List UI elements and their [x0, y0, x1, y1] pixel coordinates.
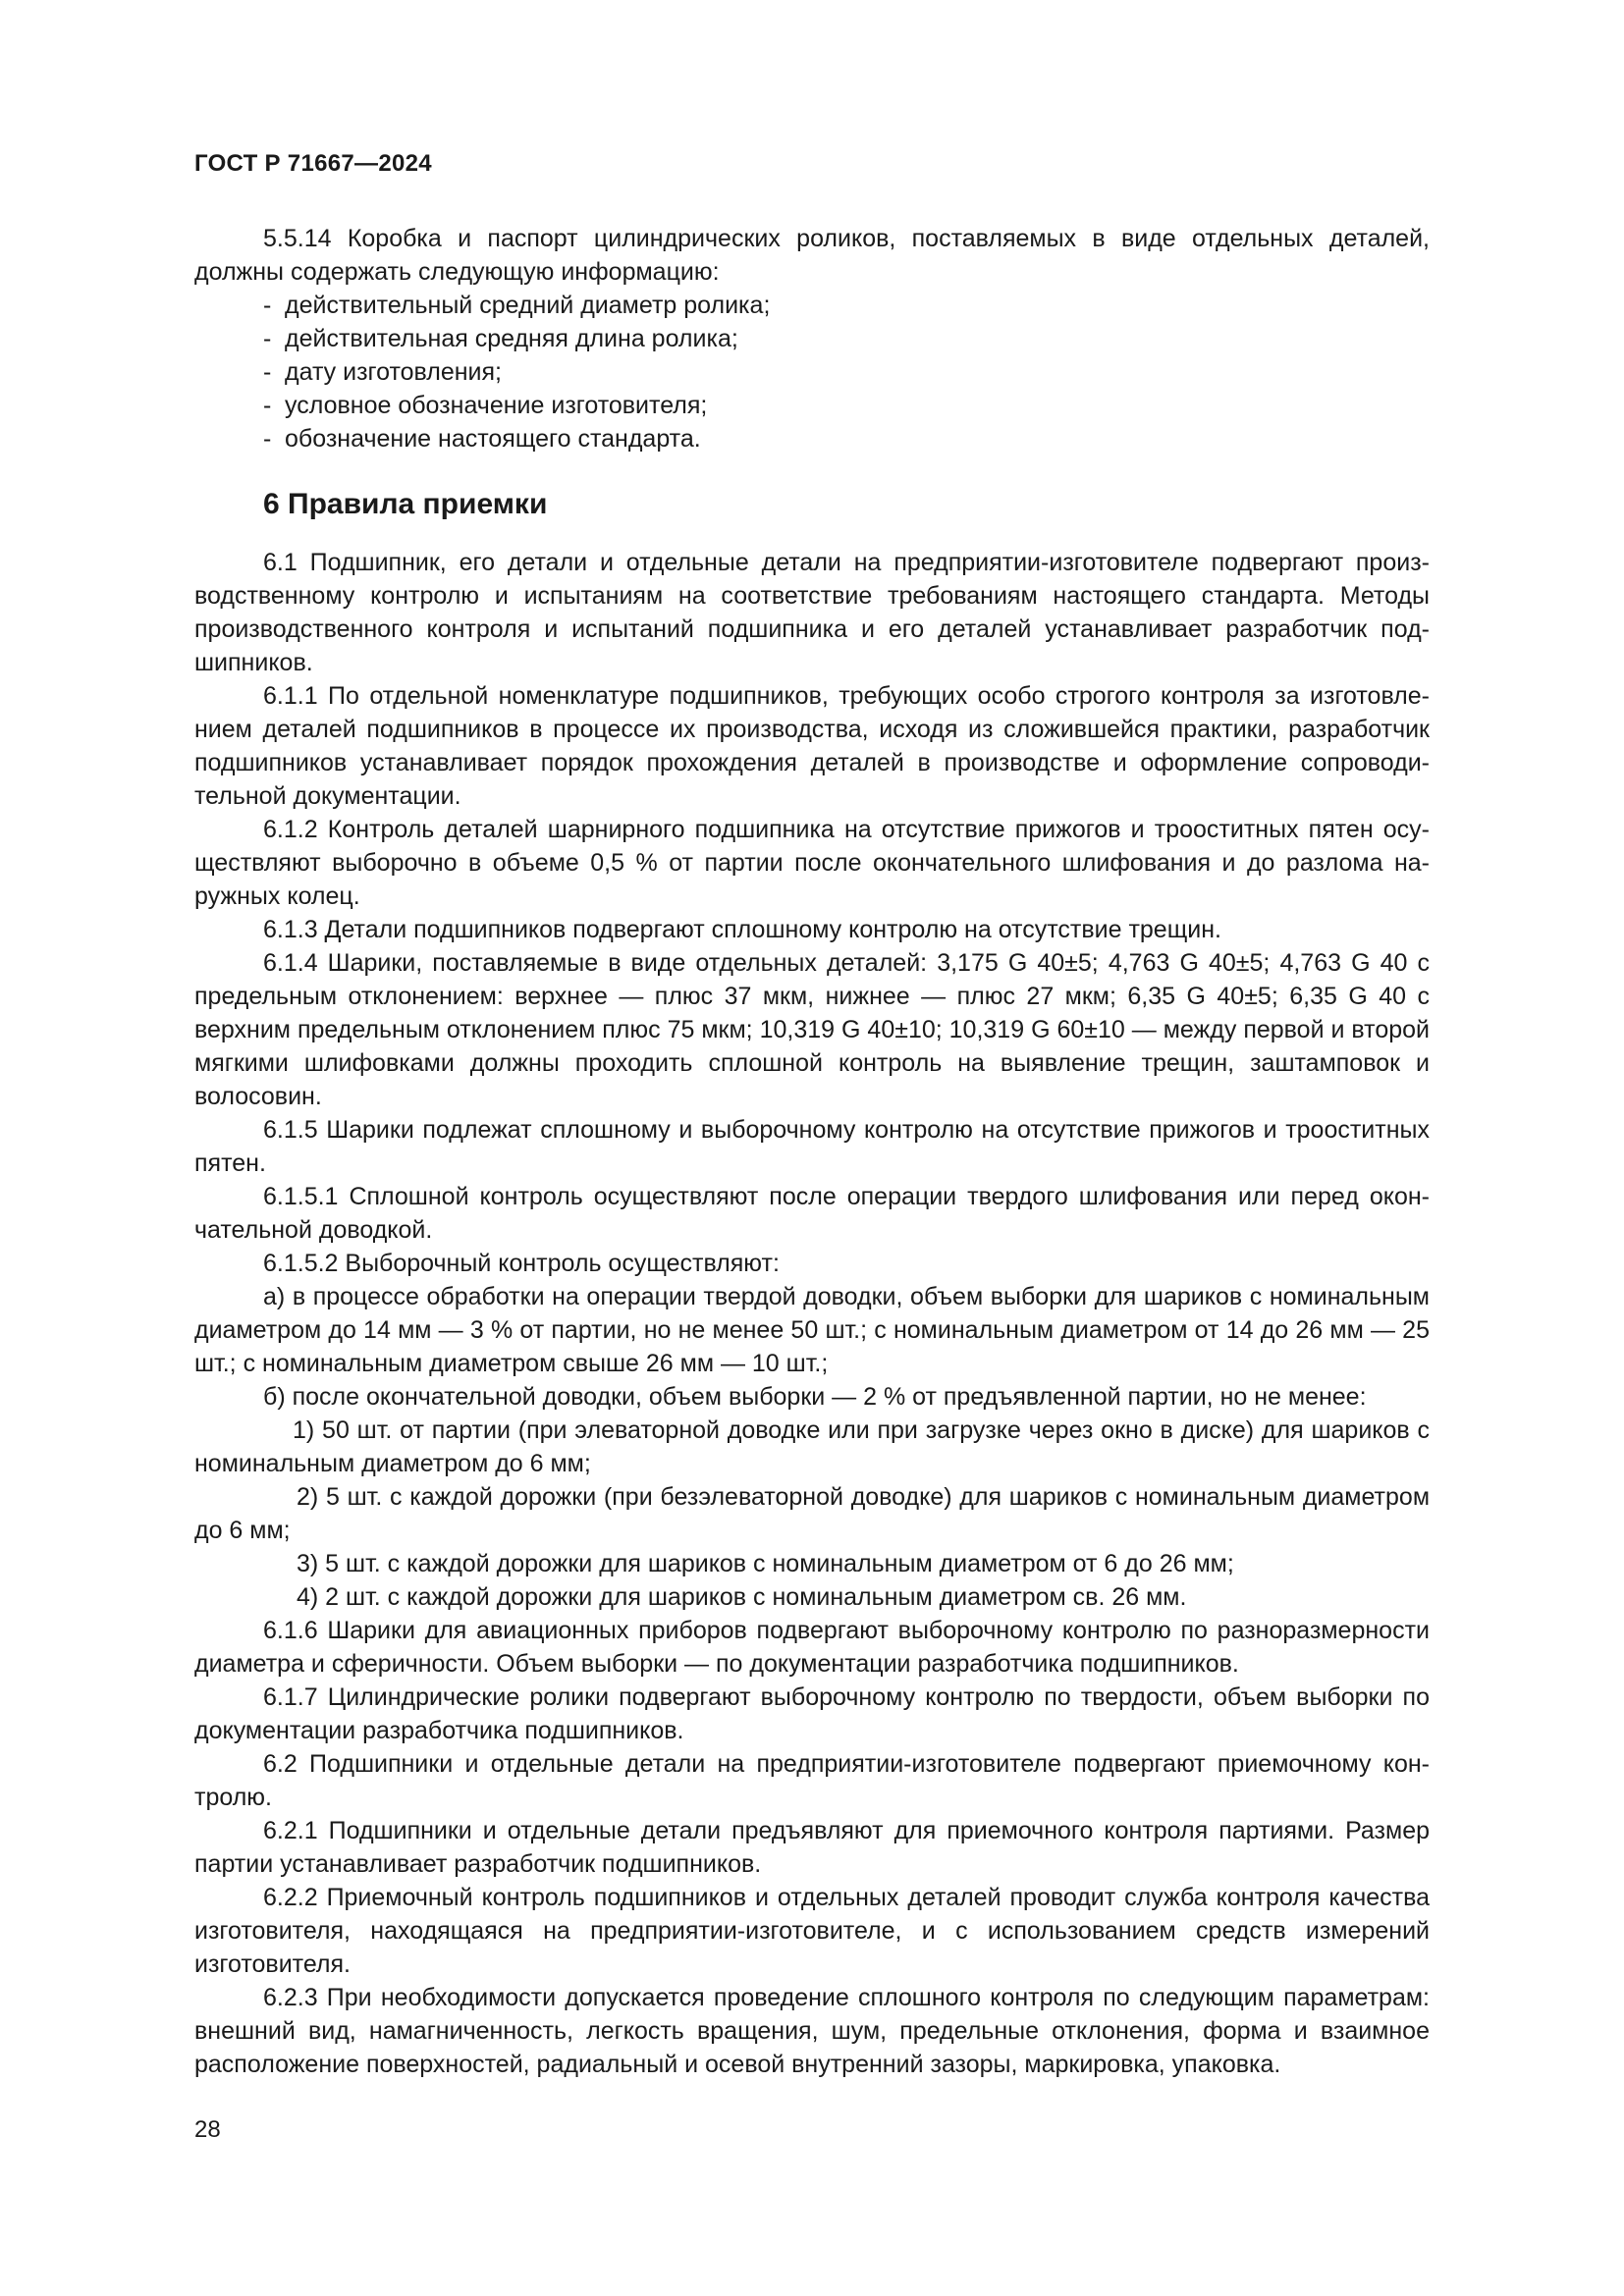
- list-item: [194, 389, 1430, 422]
- paragraph-item-b1: 1) 50 шт. от партии (при элеваторной доводке или при загрузке через окно в диске) для шариков с номинальным диаметром до 6 мм;: [194, 1416, 1430, 1477]
- list-item-text: действительный средний диаметр ролика;: [285, 292, 771, 319]
- list-item-text: действительная средняя длина ролика;: [285, 325, 738, 352]
- paragraph-6-2-1: 6.2.1 Подшипники и отдельные детали предъявляют для приемочного контроля партиями. Размер партии устанавливает разработчик подшипников.: [194, 1817, 1430, 1878]
- list-dash: -: [263, 392, 272, 419]
- list-item: [194, 289, 1430, 322]
- paragraph-item-b2: 2) 5 шт. с каждой дорожки (при безэлеваторной доводке) для шариков с номинальным диаметром до 6 мм;: [194, 1483, 1430, 1544]
- list-item: [194, 422, 1430, 455]
- paragraph-6-1-5-1: 6.1.5.1 Сплошной контроль осуществляют после операции твердого шлифования или перед окончательной доводкой.: [194, 1183, 1430, 1244]
- paragraph-6-1: 6.1 Подшипник, его детали и отдельные детали на предприятии-изготовителе подвергают производственному контролю и испытаниям на соответствие требованиям настоящего стандарта. Методы производственного контроля и испытаний подшипника и его деталей устанавливает разработчик подшипников.: [194, 549, 1430, 676]
- paragraph-6-2: 6.2 Подшипники и отдельные детали на предприятии-изготовителе подвергают приемочному контролю.: [194, 1750, 1430, 1811]
- list-dash: -: [263, 325, 272, 352]
- list-dash: -: [263, 292, 272, 319]
- list-item-text: условное обозначение изготовителя;: [285, 392, 708, 419]
- section-title: 6 Правила приемки: [263, 488, 548, 520]
- paragraph-6-1-2: 6.1.2 Контроль деталей шарнирного подшипника на отсутствие прижогов и трооститных пятен осуществляют выборочно в объеме 0,5 % от партии после окончательного шлифования и до разлома наружных колец.: [194, 816, 1430, 910]
- list-item-text: обозначение настоящего стандарта.: [285, 425, 701, 453]
- list-item-text: дату изготовления;: [285, 358, 502, 386]
- paragraph-5-5-14: 5.5.14 Коробка и паспорт цилиндрических роликов, поставляемых в виде отдельных деталей, должны содержать следующую информацию:: [194, 225, 1430, 286]
- paragraph-item-b: б) после окончательной доводки, объем выборки — 2 % от предъявленной партии, но не менее:: [263, 1383, 1367, 1411]
- list-dash: -: [263, 358, 272, 386]
- paragraph-item-a: а) в процессе обработки на операции твердой доводки, объем выборки для шариков с номинальным диаметром до 14 мм — 3 % от партии, но не менее 50 шт.; с номинальным диаметром от 14 до 26 мм — 25 шт.; с номинальным диаметром свыше 26 мм — 10 шт.;: [194, 1283, 1430, 1377]
- list-item: [194, 355, 1430, 389]
- list-dash: -: [263, 425, 272, 453]
- info-list: [194, 289, 1430, 455]
- paragraph-6-1-7: 6.1.7 Цилиндрические ролики подвергают выборочному контролю по твердости, объем выборки по документации разработчика подшипников.: [194, 1683, 1430, 1744]
- paragraph-6-1-3: 6.1.3 Детали подшипников подвергают сплошному контролю на отсутствие трещин.: [263, 916, 1221, 943]
- paragraph-6-1-5: 6.1.5 Шарики подлежат сплошному и выборочному контролю на отсутствие прижогов и трооститных пятен.: [194, 1116, 1430, 1177]
- paragraph-6-1-4: 6.1.4 Шарики, поставляемые в виде отдельных деталей: 3,175 G 40±5; 4,763 G 40±5; 4,763 G 40 с предельным отклонением: верхнее — плюс 37 мкм, нижнее — плюс 27 мкм; 6,35 G 40±5; 6,35 G 40 с верхним предельным отклонением плюс 75 мкм; 10,319 G 40±10; 10,319 G 60±10 — между первой и второй мягкими шлифовками должны проходить сплошной контроль на выявление трещин, заштамповок и волосовин.: [194, 949, 1430, 1110]
- paragraph-item-b3: 3) 5 шт. с каждой дорожки для шариков с номинальным диаметром от 6 до 26 мм;: [297, 1550, 1234, 1577]
- document-code-header: ГОСТ Р 71667—2024: [194, 150, 432, 177]
- list-item: [194, 322, 1430, 355]
- paragraph-6-2-2: 6.2.2 Приемочный контроль подшипников и отдельных деталей проводит служба контроля качества изготовителя, находящаяся на предприятии-изготовителе, и с использованием средств измерений изготовителя.: [194, 1884, 1430, 1978]
- paragraph-6-2-3: 6.2.3 При необходимости допускается проведение сплошного контроля по следующим параметрам: внешний вид, намагниченность, легкость вращения, шум, предельные отклонения, форма и взаимное расположение поверхностей, радиальный и осевой внутренний зазоры, маркировка, упаковка.: [194, 1984, 1430, 2078]
- paragraph-6-1-6: 6.1.6 Шарики для авиационных приборов подвергают выборочному контролю по разноразмерности диаметра и сферичности. Объем выборки — по документации разработчика подшипников.: [194, 1617, 1430, 1678]
- paragraph-item-b4: 4) 2 шт. с каждой дорожки для шариков с номинальным диаметром св. 26 мм.: [297, 1583, 1187, 1611]
- document-body: [194, 222, 1430, 2081]
- paragraph-6-1-5-2: 6.1.5.2 Выборочный контроль осуществляют:: [263, 1250, 780, 1277]
- paragraph-6-1-1: 6.1.1 По отдельной номенклатуре подшипников, требующих особо строгого контроля за изготовлением деталей подшипников в процессе их производства, исходя из сложившейся практики, разработчик подшипников устанавливает порядок прохождения деталей в производстве и оформление сопроводительной документации.: [194, 682, 1430, 810]
- page-number: 28: [194, 2116, 221, 2143]
